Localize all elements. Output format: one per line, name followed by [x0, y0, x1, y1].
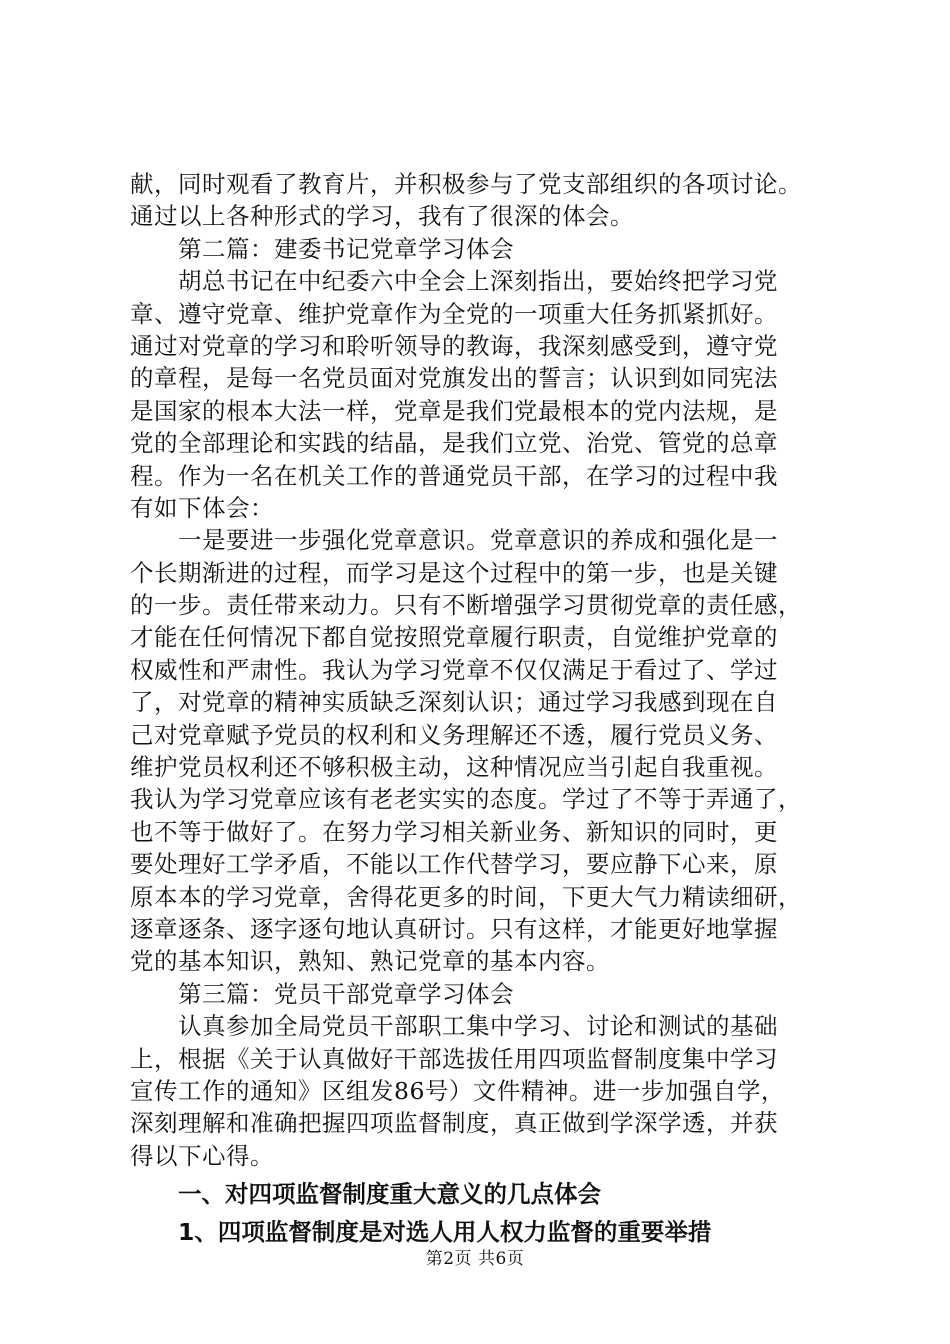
text-line: 己对党章赋予党员的权利和义务理解还不透，履行党员义务、	[130, 720, 778, 749]
text-line: 章、遵守党章、维护党章作为全党的一项重大任务抓紧抓好。	[130, 299, 778, 328]
text-line: 党的全部理论和实践的结晶，是我们立党、治党、管党的总章	[130, 429, 778, 458]
text-line: 个长期渐进的过程，而学习是这个过程中的第一步，也是关键	[130, 558, 778, 587]
text-line: 的章程，是每一名党员面对党旗发出的誓言；认识到如同宪法	[130, 364, 778, 393]
subsection-heading: 1、四项监督制度是对选人用人权力监督的重要举措	[178, 1218, 712, 1247]
text-line: 党的基本知识，熟知、熟记党章的基本内容。	[130, 947, 610, 976]
text-line: 第二篇：建委书记党章学习体会	[178, 234, 514, 263]
text-line: 才能在任何情况下都自觉按照党章履行职责，自觉维护党章的	[130, 623, 778, 652]
text-line: 通过以上各种形式的学习，我有了很深的体会。	[130, 202, 634, 231]
text-line: 得以下心得。	[130, 1141, 274, 1170]
document-body	[130, 168, 830, 1250]
page-footer: 第2页 共6页	[425, 1249, 525, 1269]
text-line: 通过对党章的学习和聆听领导的教诲，我深刻感受到，遵守党	[130, 331, 778, 360]
text-line: 程。作为一名在机关工作的普通党员干部，在学习的过程中我	[130, 461, 778, 490]
text-line: 原本本的学习党章，舍得花更多的时间，下更大气力精读细研，	[130, 882, 802, 911]
text-line: 要处理好工学矛盾，不能以工作代替学习，要应静下心来，原	[130, 850, 778, 879]
text-line: 献，同时观看了教育片，并积极参与了党支部组织的各项讨论。	[130, 170, 802, 198]
text-line: 了，对党章的精神实质缺乏深刻认识；通过学习我感到现在自	[130, 688, 778, 717]
text-line: 宣传工作的通知》区组发86号）文件精神。进一步加强自学，	[130, 1076, 785, 1105]
section-heading: 一、对四项监督制度重大意义的几点体会	[178, 1180, 601, 1209]
text-line: 一是要进一步强化党章意识。党章意识的养成和强化是一	[178, 526, 778, 555]
text-line: 胡总书记在中纪委六中全会上深刻指出，要始终把学习党	[178, 267, 778, 296]
text-line: 认真参加全局党员干部职工集中学习、讨论和测试的基础	[178, 1012, 778, 1041]
text-line: 是国家的根本大法一样，党章是我们党最根本的党内法规，是	[130, 396, 778, 425]
text-line: 也不等于做好了。在努力学习相关新业务、新知识的同时，更	[130, 817, 778, 846]
text-line: 上，根据《关于认真做好干部选拔任用四项监督制度集中学习	[130, 1044, 778, 1073]
text-line: 维护党员权利还不够积极主动，这种情况应当引起自我重视。	[130, 753, 778, 782]
text-line: 权威性和严肃性。我认为学习党章不仅仅满足于看过了、学过	[130, 655, 778, 684]
text-line: 深刻理解和准确把握四项监督制度，真正做到学深学透，并获	[130, 1109, 778, 1138]
text-line: 我认为学习党章应该有老老实实的态度。学过了不等于弄通了，	[130, 785, 802, 814]
text-line: 的一步。责任带来动力。只有不断增强学习贯彻党章的责任感，	[130, 591, 802, 620]
text-line: 有如下体会：	[130, 493, 274, 522]
text-line: 第三篇：党员干部党章学习体会	[178, 979, 514, 1008]
text-line: 逐章逐条、逐字逐句地认真研讨。只有这样，才能更好地掌握	[130, 914, 778, 943]
